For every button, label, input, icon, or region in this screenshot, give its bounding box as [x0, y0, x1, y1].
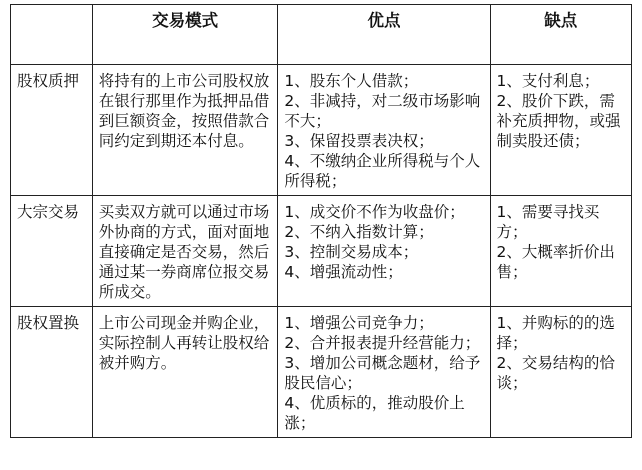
- row-pros-text: 1、增强公司竞争力； 2、合并报表提升经营能力； 3、增加公司概念题材，给予股民信心； 4、优质标的，推动股价上涨；: [278, 307, 490, 438]
- table-header-row: [11, 5, 632, 65]
- equity-transaction-comparison-table: [10, 4, 632, 438]
- row-pros-text: 1、成交价不作为收盘价； 2、不纳入指数计算； 3、控制交易成本； 4、增强流动性；: [278, 196, 490, 307]
- header-advantages: 优点: [278, 5, 490, 65]
- table-row: [11, 196, 632, 307]
- row-mode-text: 将持有的上市公司股权放在银行那里作为抵押品借到巨额资金，按照借款合同约定到期还本付息。: [92, 65, 278, 196]
- row-mode-text: 上市公司现金并购企业，实际控制人再转让股权给被并购方。: [92, 307, 278, 438]
- header-disadvantages: 缺点: [490, 5, 631, 65]
- table-row: [11, 307, 632, 438]
- row-name-block-trade: 大宗交易: [11, 196, 93, 307]
- row-cons-text: 1、并购标的的选择； 2、交易结构的恰谈；: [490, 307, 631, 438]
- row-name-equity-swap: 股权置换: [11, 307, 93, 438]
- row-pros-text: 1、股东个人借款； 2、非减持，对二级市场影响不大； 3、保留投票表决权； 4、不缴纳企业所得税与个人所得税；: [278, 65, 490, 196]
- header-trading-mode: 交易模式: [92, 5, 278, 65]
- table-row: [11, 65, 632, 196]
- row-mode-text: 买卖双方就可以通过市场外协商的方式，面对面地直接确定是否交易，然后通过某一券商席位报交易所成交。: [92, 196, 278, 307]
- row-cons-text: 1、支付利息； 2、股价下跌，需补充质押物，或强制卖股还债；: [490, 65, 631, 196]
- row-name-equity-pledge: 股权质押: [11, 65, 93, 196]
- header-empty-cell: [11, 5, 93, 65]
- row-cons-text: 1、需要寻找买方； 2、大概率折价出售；: [490, 196, 631, 307]
